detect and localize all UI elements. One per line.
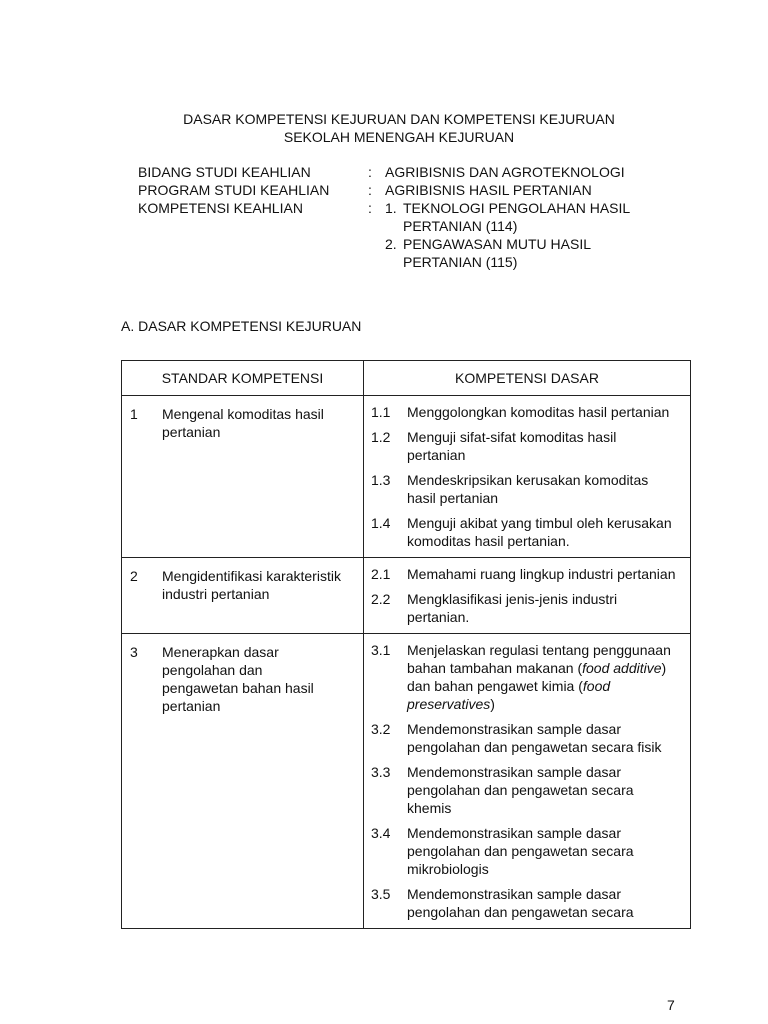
standar-number: 3 bbox=[130, 644, 138, 660]
meta-program-value: AGRIBISNIS HASIL PERTANIAN bbox=[385, 182, 592, 198]
meta-bidang-value: AGRIBISNIS DAN AGROTEKNOLOGI bbox=[385, 164, 625, 180]
dasar-item: 3.1 Menjelaskan regulasi tentang penggunaan bahan tambahan makanan (food additive) dan bahan pengawet kimia (food preservatives) bbox=[371, 641, 683, 713]
dasar-item: 1.3 Mendeskripsikan kerusakan komoditas hasil pertanian bbox=[371, 472, 649, 506]
meta-bidang-label: BIDANG STUDI KEAHLIAN bbox=[138, 164, 311, 180]
standar-text: Mengenal komoditas hasil pertanian bbox=[162, 406, 324, 440]
header-dasar: KOMPETENSI DASAR bbox=[364, 361, 691, 396]
table-row bbox=[122, 634, 691, 929]
section-heading: A. DASAR KOMPETENSI KEJURUAN bbox=[121, 318, 362, 334]
header-standar: STANDAR KOMPETENSI bbox=[122, 361, 364, 396]
dasar-item: 3.2 Mendemonstrasikan sample dasar pengolahan dan pengawetan secara fisik bbox=[371, 721, 662, 755]
table-row bbox=[122, 558, 691, 634]
program-meta bbox=[138, 163, 675, 271]
standar-text: Mengidentifikasi karakteristik industri pertanian bbox=[162, 568, 341, 602]
dasar-item: 2.1 Memahami ruang lingkup industri pertanian bbox=[371, 566, 676, 582]
dasar-item: 1.2 Menguji sifat-sifat komoditas hasil pertanian bbox=[371, 429, 617, 463]
table-header-row bbox=[122, 361, 691, 396]
dasar-cell bbox=[364, 558, 691, 634]
standar-cell bbox=[122, 634, 364, 929]
meta-kompetensi-label: KOMPETENSI KEAHLIAN bbox=[138, 200, 303, 216]
standar-number: 1 bbox=[130, 406, 138, 422]
document-title bbox=[0, 110, 768, 146]
kompetensi-item-text: TEKNOLOGI PENGOLAHAN HASIL PERTANIAN (114) bbox=[403, 200, 631, 234]
dasar-item: 1.4 Menguji akibat yang timbul oleh kerusakan komoditas hasil pertanian. bbox=[371, 515, 672, 549]
dasar-item: 3.5 Mendemonstrasikan sample dasar pengolahan dan pengawetan secara bbox=[371, 886, 634, 920]
meta-colon: : bbox=[368, 164, 372, 180]
dasar-item: 3.3 Mendemonstrasikan sample dasar pengolahan dan pengawetan secara khemis bbox=[371, 764, 634, 816]
meta-bidang bbox=[138, 163, 675, 181]
standar-cell bbox=[122, 396, 364, 558]
dasar-item: 2.2 Mengklasifikasi jenis-jenis industri pertanian. bbox=[371, 591, 618, 625]
page-number: 7 bbox=[667, 997, 675, 1013]
title-line-1: DASAR KOMPETENSI KEJURUAN DAN KOMPETENSI KEJURUAN bbox=[183, 111, 615, 127]
meta-kompetensi bbox=[138, 199, 675, 271]
title-line-2: SEKOLAH MENENGAH KEJURUAN bbox=[283, 129, 515, 145]
kompetensi-item bbox=[385, 235, 675, 271]
kompetensi-item-text: PENGAWASAN MUTU HASIL PERTANIAN (115) bbox=[403, 236, 591, 270]
dasar-item-text: Menjelaskan regulasi tentang penggunaan bahan tambahan makanan (food additive) dan bahan pengawet kimia (food preservatives) bbox=[407, 642, 671, 712]
standar-number: 2 bbox=[130, 568, 138, 584]
kompetensi-item-number: 2. bbox=[385, 236, 397, 252]
dasar-item: 3.4 Mendemonstrasikan sample dasar pengolahan dan pengawetan secara mikrobiologis bbox=[371, 825, 634, 877]
standar-text: Menerapkan dasar pengolahan dan pengawetan bahan hasil pertanian bbox=[162, 644, 314, 714]
dasar-cell bbox=[364, 634, 691, 929]
kompetensi-item-number: 1. bbox=[385, 200, 397, 216]
meta-colon: : bbox=[368, 200, 372, 216]
dasar-item: 1.1 Menggolongkan komoditas hasil pertanian bbox=[371, 404, 670, 420]
meta-program-label: PROGRAM STUDI KEAHLIAN bbox=[138, 182, 330, 198]
table-row bbox=[122, 396, 691, 558]
kompetensi-list bbox=[385, 199, 675, 271]
standar-cell bbox=[122, 558, 364, 634]
dasar-cell bbox=[364, 396, 691, 558]
meta-colon: : bbox=[368, 182, 372, 198]
competency-table bbox=[121, 360, 691, 929]
meta-program bbox=[138, 181, 675, 199]
kompetensi-item bbox=[385, 199, 675, 235]
